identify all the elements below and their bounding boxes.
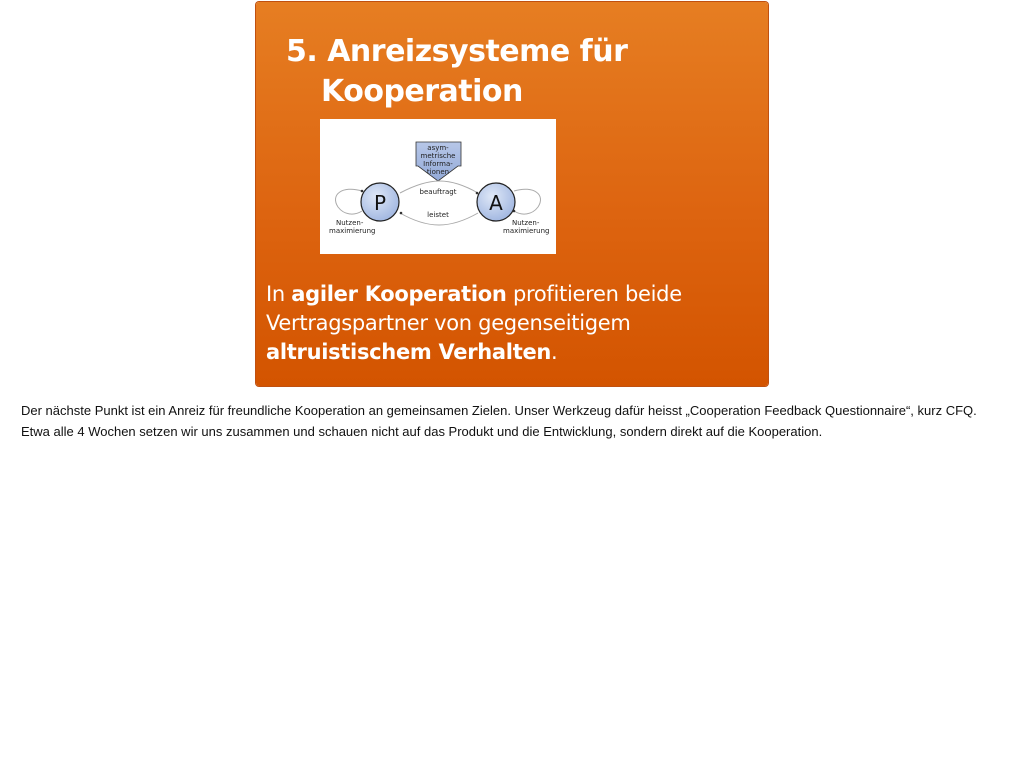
left-loop-label-line1: Nutzen- bbox=[336, 219, 364, 227]
speaker-notes bbox=[21, 400, 1006, 442]
info-box-line3: Informa- bbox=[423, 160, 453, 168]
label-leistet: leistet bbox=[427, 211, 449, 219]
node-p-label: P bbox=[373, 191, 387, 215]
notes-line1: Der nächste Punkt ist ein Anreiz für freundliche Kooperation an gemeinsamen Zielen. Unser Werkzeug dafür heisst „Cooperation Feedback Questionnaire“, kurz CFQ. bbox=[21, 403, 977, 418]
arrow-dot-bottom bbox=[400, 212, 403, 215]
info-box-line4: tionen bbox=[426, 168, 450, 176]
left-loop bbox=[335, 189, 362, 214]
slide bbox=[256, 2, 768, 386]
slide-title-line1: 5. Anreizsysteme für bbox=[286, 34, 628, 69]
info-box-line1: asym- bbox=[427, 144, 449, 152]
body-part1: In bbox=[266, 282, 292, 306]
slide-title-line2: Kooperation bbox=[321, 74, 523, 109]
body-bold-agile: agiler Kooperation bbox=[291, 282, 507, 306]
right-loop-label-line2: maximierung bbox=[503, 227, 550, 235]
body-part2: profitieren beide Vertragspartner von gegenseitigem bbox=[266, 282, 682, 335]
body-bold-altruistic: altruistischem Verhalten bbox=[266, 340, 552, 364]
slide-title bbox=[286, 32, 746, 112]
principal-agent-diagram bbox=[320, 119, 556, 254]
notes-line2: Etwa alle 4 Wochen setzen wir uns zusammen und schauen nicht auf das Produkt und die Entwicklung, sondern direkt auf die Kooperation. bbox=[21, 424, 823, 439]
right-loop-label-line1: Nutzen- bbox=[512, 219, 540, 227]
label-beauftragt: beauftragt bbox=[419, 188, 457, 196]
body-part3: . bbox=[551, 340, 558, 364]
slide-body-text bbox=[266, 280, 761, 367]
node-a-label: A bbox=[489, 191, 503, 215]
right-loop bbox=[514, 189, 541, 214]
arrow-dot-top bbox=[476, 192, 479, 195]
diagram-svg bbox=[320, 119, 556, 254]
info-box-line2: metrische bbox=[420, 152, 456, 160]
left-loop-label-line2: maximierung bbox=[329, 227, 376, 235]
arrow-dot-left bbox=[361, 190, 364, 193]
